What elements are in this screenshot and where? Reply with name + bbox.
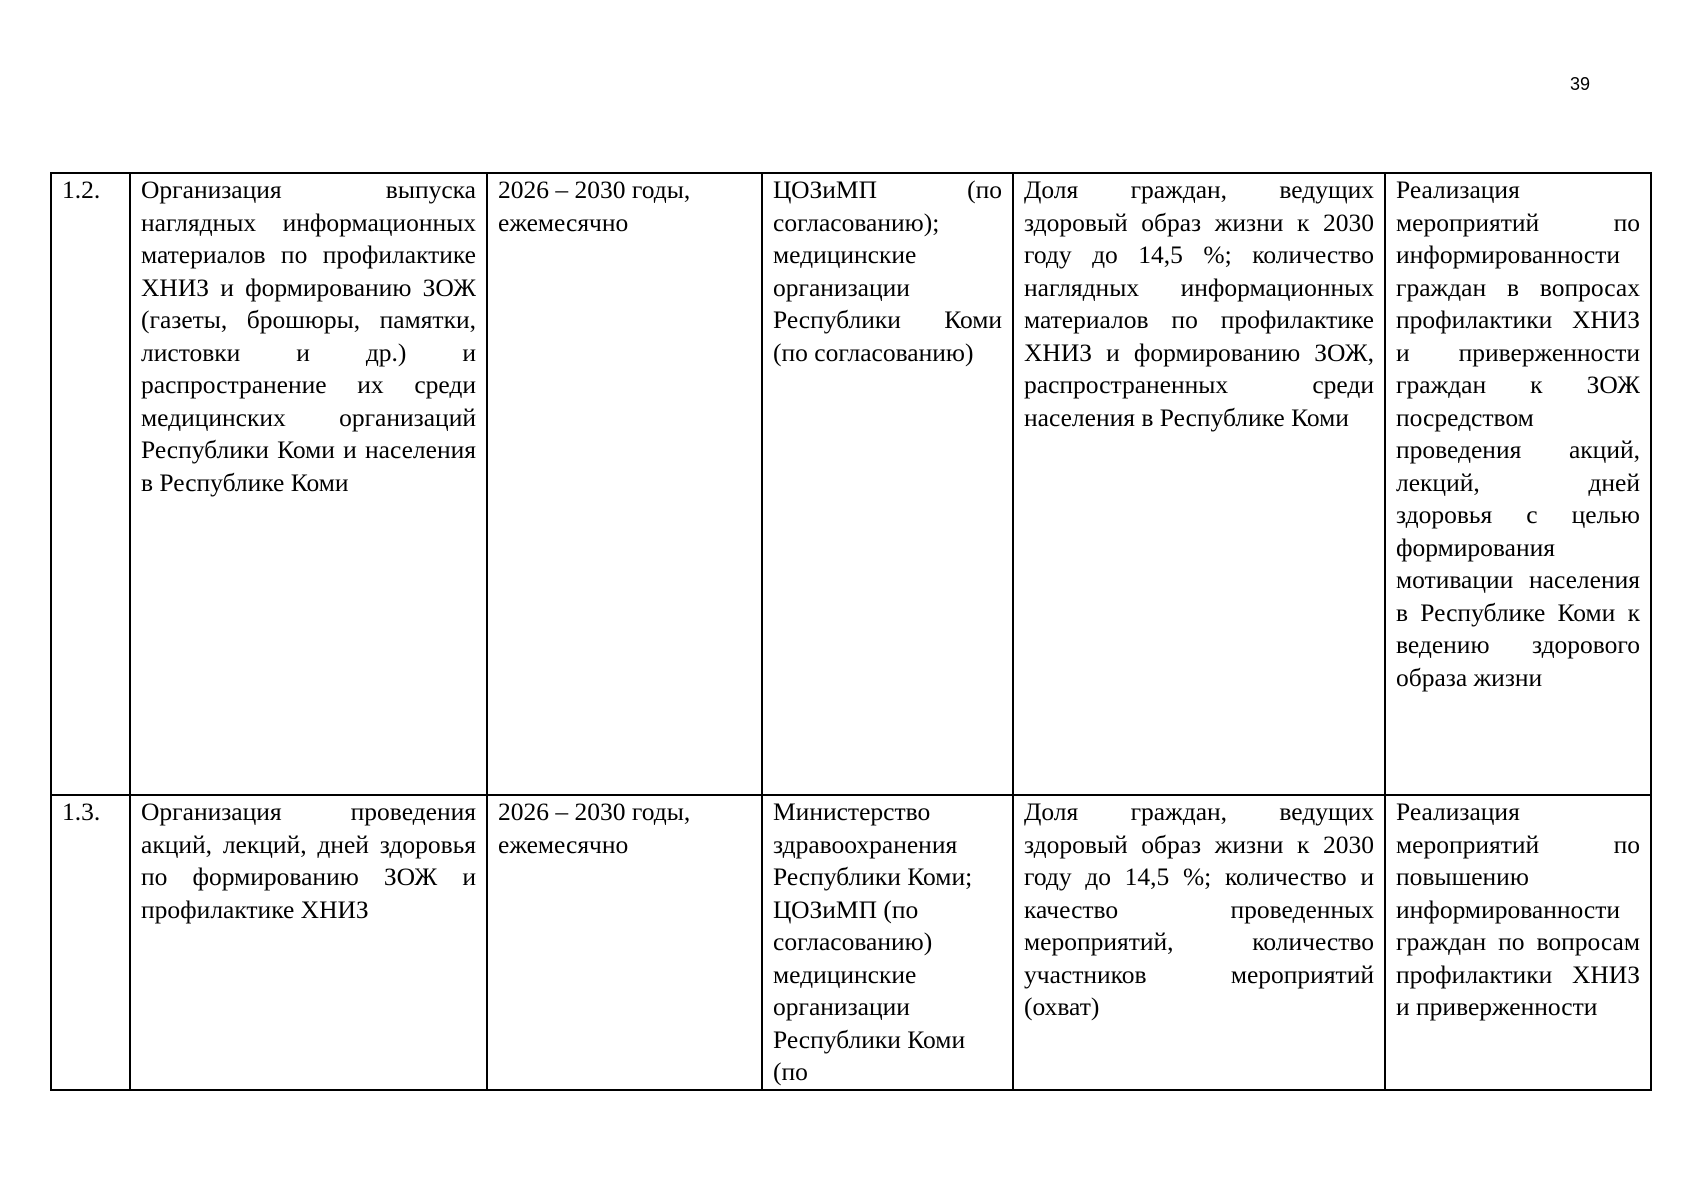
- period-cell: 2026 – 2030 годы, ежемесячно: [487, 795, 762, 1090]
- activity-cell: Организация выпуска наглядных информационных материалов по профилактике ХНИЗ и формированию ЗОЖ (газеты, брошюры, памятки, листовки и др.) и распространение их среди медицинских организаций Республики Коми и населения в Республике Коми: [130, 173, 487, 795]
- row-number-cell: 1.2.: [51, 173, 130, 795]
- page-number: 39: [1569, 74, 1591, 94]
- activity-cell: Организация проведения акций, лекций, дней здоровья по формированию ЗОЖ и профилактике ХНИЗ: [130, 795, 487, 1090]
- table-row: [51, 173, 1651, 795]
- executor-cell: Министерство здравоохранения Республики Коми; ЦОЗиМП (по согласованию) медицинские организации Республики Коми (по: [762, 795, 1013, 1090]
- period-cell: 2026 – 2030 годы, ежемесячно: [487, 173, 762, 795]
- indicator-cell: Доля граждан, ведущих здоровый образ жизни к 2030 году до 14,5 %; количество наглядных информационных материалов по профилактике ХНИЗ и формированию ЗОЖ, распространенных среди населения в Республике Коми: [1013, 173, 1385, 795]
- table-row: [51, 795, 1651, 1090]
- result-cell: Реализация мероприятий по повышению информированности граждан по вопросам профилактики ХНИЗ и приверженности: [1385, 795, 1651, 1090]
- row-number-cell: 1.3.: [51, 795, 130, 1090]
- result-cell: Реализация мероприятий по информированности граждан в вопросах профилактики ХНИЗ и приверженности граждан к ЗОЖ посредством проведения акций, лекций, дней здоровья с целью формирования мотивации населения в Республике Коми к ведению здорового образа жизни: [1385, 173, 1651, 795]
- indicator-cell: Доля граждан, ведущих здоровый образ жизни к 2030 году до 14,5 %; количество и качество проведенных мероприятий, количество участников мероприятий (охват): [1013, 795, 1385, 1090]
- executor-cell: ЦОЗиМП (по согласованию); медицинские организации Республики Коми (по согласованию): [762, 173, 1013, 795]
- measures-table: [50, 172, 1652, 1091]
